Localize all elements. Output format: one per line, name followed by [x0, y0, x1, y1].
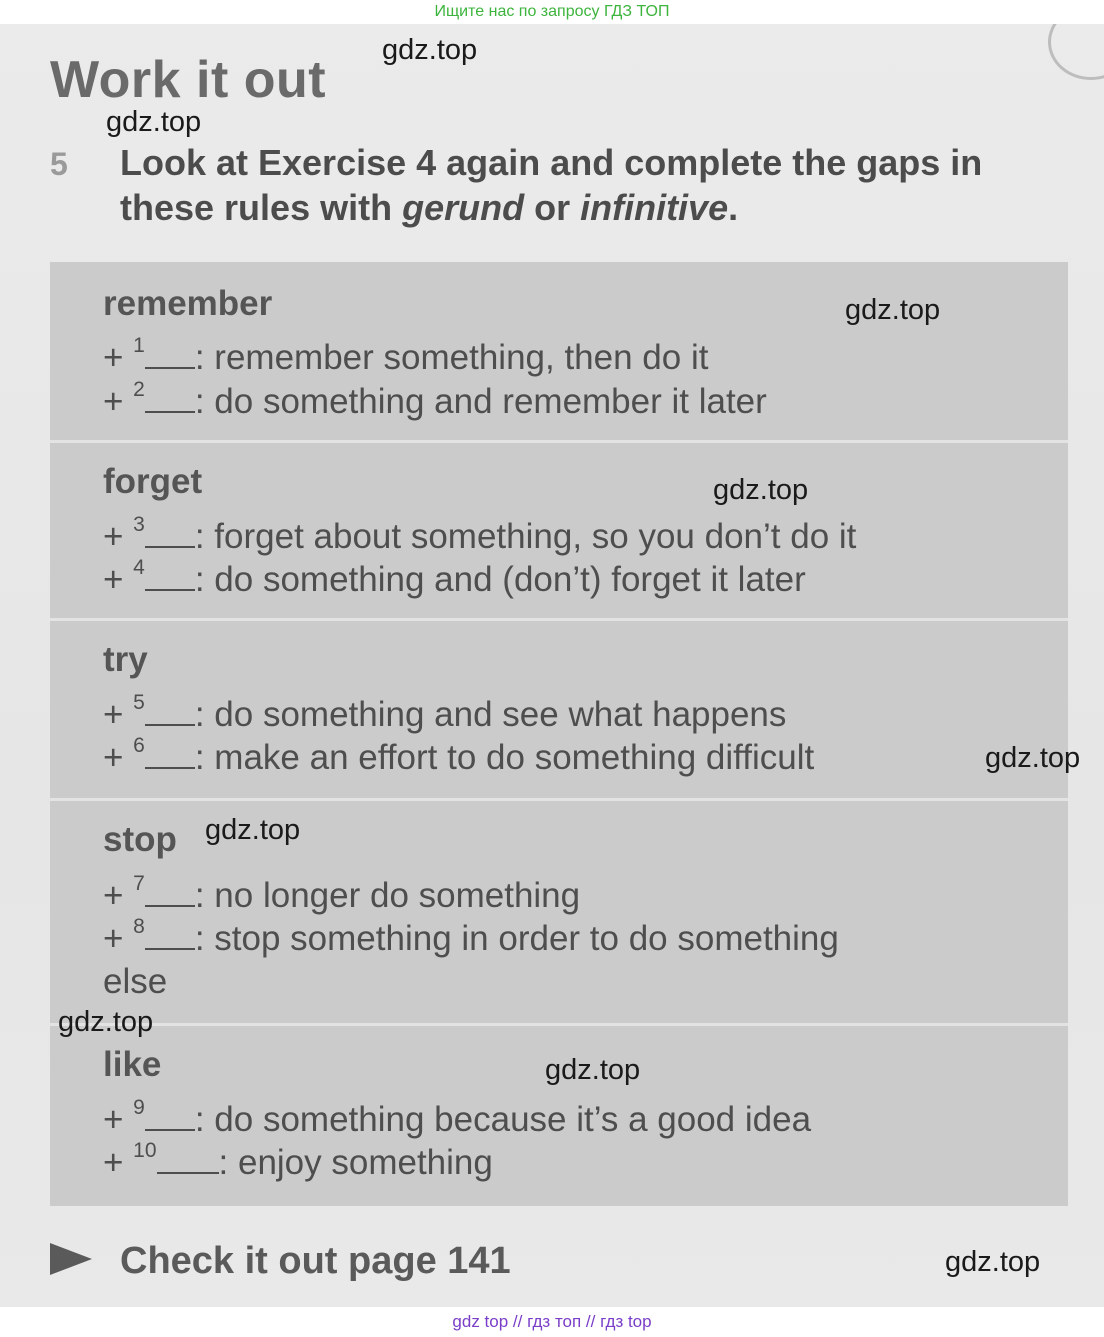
gap-number: 8	[133, 915, 145, 938]
answer-gap[interactable]	[145, 877, 195, 907]
exercise-text-end: .	[728, 187, 739, 228]
bottom-banner[interactable]: gdz top // гдз топ // гдз top	[0, 1307, 1104, 1337]
exercise-text-or: or	[524, 187, 581, 228]
rule-line: + $^5$ : do something and see what happens	[103, 691, 787, 734]
rule-verb: remember	[103, 284, 273, 323]
check-text: Check it out page 141	[120, 1240, 511, 1282]
gap-number: 2	[133, 378, 145, 401]
watermark: gdz.top	[845, 294, 941, 326]
gap-number: 3	[133, 513, 145, 536]
rule-line: + $^8$ : stop something in order to do something	[103, 915, 839, 958]
watermark: gdz.top	[106, 106, 202, 138]
watermark: gdz.top	[382, 34, 478, 66]
answer-gap[interactable]	[145, 696, 195, 726]
rule-line: + $^1$ : remember something, then do it	[103, 334, 709, 377]
divider	[50, 798, 1068, 801]
gap-number: 6	[133, 734, 145, 757]
rule-verb: forget	[103, 462, 203, 501]
answer-gap[interactable]	[145, 518, 195, 548]
rule-verb: try	[103, 640, 148, 679]
rule-text: : do something because it’s a good idea	[194, 1100, 812, 1139]
rule-text: : remember something, then do it	[194, 338, 709, 377]
rule-line: + $^2$ : do something and remember it later	[103, 378, 767, 421]
arrow-right-icon	[50, 1243, 92, 1275]
answer-gap[interactable]	[145, 1101, 195, 1131]
rule-line: + $^9$ : do something because it’s a good idea	[103, 1096, 812, 1139]
gap-number: 5	[133, 691, 145, 714]
watermark: gdz.top	[58, 1006, 154, 1038]
answer-gap[interactable]	[157, 1144, 219, 1174]
rule-text: : do something and (don’t) forget it later	[194, 560, 806, 599]
exercise-text	[120, 140, 1080, 230]
answer-gap[interactable]	[145, 739, 195, 769]
rule-text: : make an effort to do something difficult	[194, 738, 815, 777]
section-heading: Work it out	[50, 51, 327, 109]
watermark: gdz.top	[945, 1246, 1041, 1278]
answer-gap[interactable]	[145, 339, 195, 369]
gap-number: 10	[133, 1139, 157, 1162]
check-it-out-reference	[50, 1240, 511, 1283]
watermark: gdz.top	[713, 474, 809, 506]
rule-verb: like	[103, 1045, 162, 1084]
rule-line-continued: else	[103, 962, 168, 1001]
rule-line: + $^{10}$ : enjoy something	[103, 1139, 493, 1182]
rule-text: : stop something in order to do something	[194, 919, 839, 958]
exercise-keyword-gerund: gerund	[402, 187, 525, 228]
rule-line: + $^6$ : make an effort to do something difficult	[103, 734, 815, 777]
rule-line: + $^7$ : no longer do something	[103, 872, 581, 915]
rule-text: : do something and remember it later	[194, 382, 767, 421]
watermark: gdz.top	[205, 814, 301, 846]
gap-number: 7	[133, 872, 145, 895]
gap-number: 4	[133, 556, 145, 579]
divider	[50, 440, 1068, 443]
rule-line: + $^3$ : forget about something, so you don’t do it	[103, 513, 857, 556]
rule-text: : no longer do something	[194, 876, 581, 915]
rule-line: + $^4$ : do something and (don’t) forget it later	[103, 556, 806, 599]
top-banner[interactable]: Ищите нас по запросу ГДЗ ТОП	[0, 0, 1104, 24]
rule-verb: stop	[103, 820, 177, 859]
divider	[50, 1023, 1068, 1026]
divider	[50, 618, 1068, 621]
exercise-text-part: Look at Exercise 4 again and complete the gaps in these rules with	[120, 142, 983, 228]
watermark: gdz.top	[985, 742, 1081, 774]
gap-number: 1	[133, 334, 145, 357]
gap-number: 9	[133, 1096, 145, 1119]
rule-text: : do something and see what happens	[194, 695, 787, 734]
answer-gap[interactable]	[145, 920, 195, 950]
rule-text: : forget about something, so you don’t do it	[194, 517, 857, 556]
answer-gap[interactable]	[145, 561, 195, 591]
answer-gap[interactable]	[145, 383, 195, 413]
rule-text: : enjoy something	[218, 1143, 493, 1182]
watermark: gdz.top	[545, 1054, 641, 1086]
exercise-keyword-infinitive: infinitive	[580, 187, 729, 228]
exercise-number: 5	[50, 146, 68, 182]
